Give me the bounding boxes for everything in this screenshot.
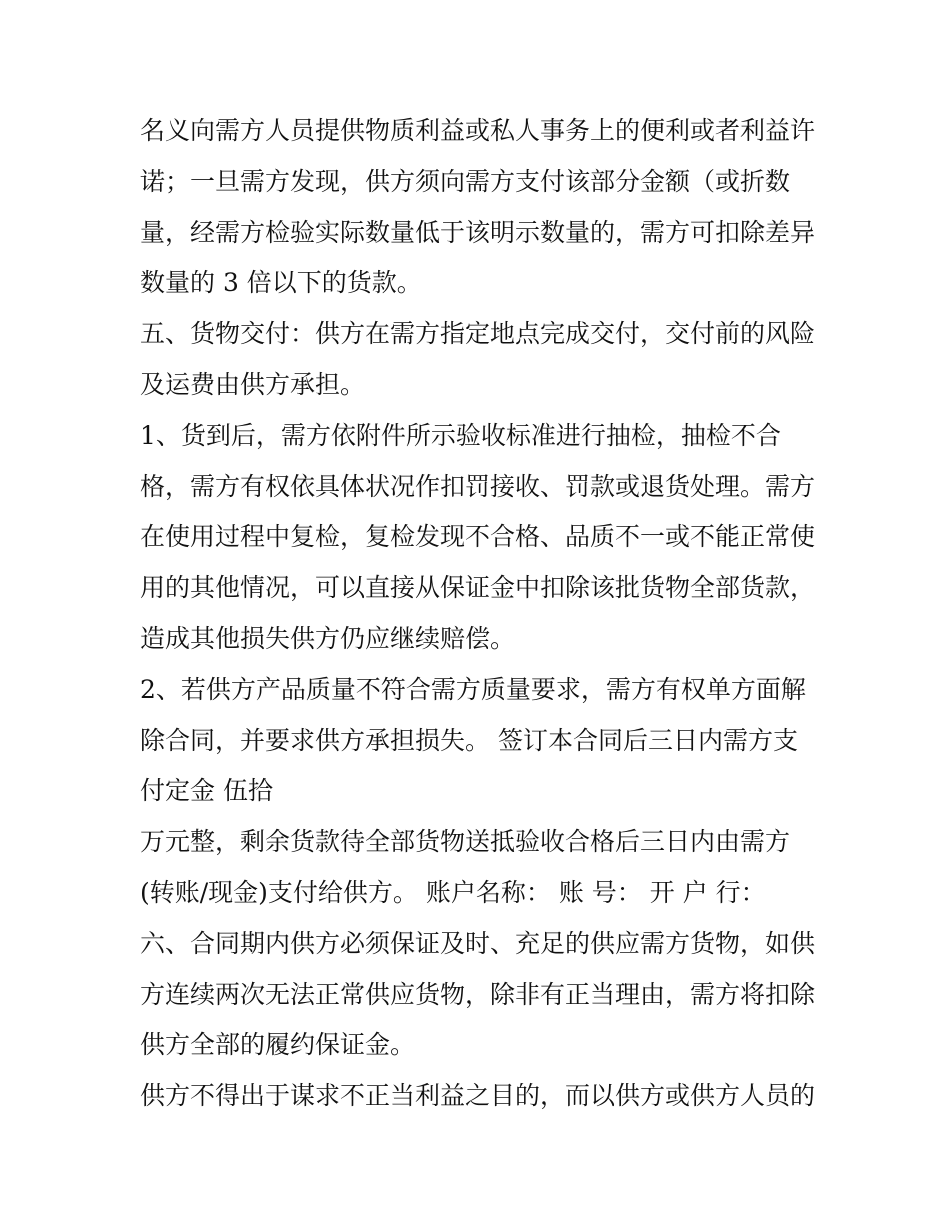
text-line: 方连续两次无法正常供应货物，除非有正当理由，需方将扣除	[140, 979, 816, 1009]
text-line: 除合同，并要求供方承担损失。 签订本合同后三日内需方支	[140, 725, 798, 755]
text-line: 2、若供方产品质量不符合需方质量要求，需方有权单方面解	[140, 674, 806, 704]
text-line: 六、合同期内供方必须保证及时、充足的供应需方货物，如供	[140, 928, 816, 958]
text-line: 造成其他损失供方仍应继续赔偿。	[140, 623, 516, 653]
text-line: 及运费由供方承担。	[140, 369, 366, 399]
text-line: 万元整，剩余货款待全部货物送抵验收合格后三日内由需方	[140, 827, 791, 857]
text-line: 在使用过程中复检，复检发现不合格、品质不一或不能正常使	[140, 522, 816, 552]
text-line: 五、货物交付：供方在需方指定地点完成交付，交付前的风险	[140, 319, 816, 349]
text-line: 供方全部的履约保证金。	[140, 1030, 416, 1060]
text-line: 数量的 3 倍以下的货款。	[140, 268, 422, 298]
text-line: 格，需方有权依具体状况作扣罚接收、罚款或退货处理。需方	[140, 471, 816, 501]
text-line: (转账/现金)支付给供方。 账户名称： 账 号： 开 户 行：	[140, 877, 766, 907]
text-line: 名义向需方人员提供物质利益或私人事务上的便利或者利益许	[140, 116, 816, 145]
document-body	[140, 106, 830, 1122]
text-line: 付定金 伍拾	[140, 776, 273, 806]
text-line: 诺；一旦需方发现，供方须向需方支付该部分金额（或折数	[140, 166, 791, 196]
text-line: 1、货到后，需方依附件所示验收标准进行抽检，抽检不合	[140, 420, 781, 450]
text-line: 供方不得出于谋求不正当利益之目的，而以供方或供方人员的	[140, 1081, 816, 1111]
text-line: 用的其他情况，可以直接从保证金中扣除该批货物全部货款，	[140, 573, 816, 603]
text-line: 量，经需方检验实际数量低于该明示数量的，需方可扣除差异	[140, 217, 816, 247]
